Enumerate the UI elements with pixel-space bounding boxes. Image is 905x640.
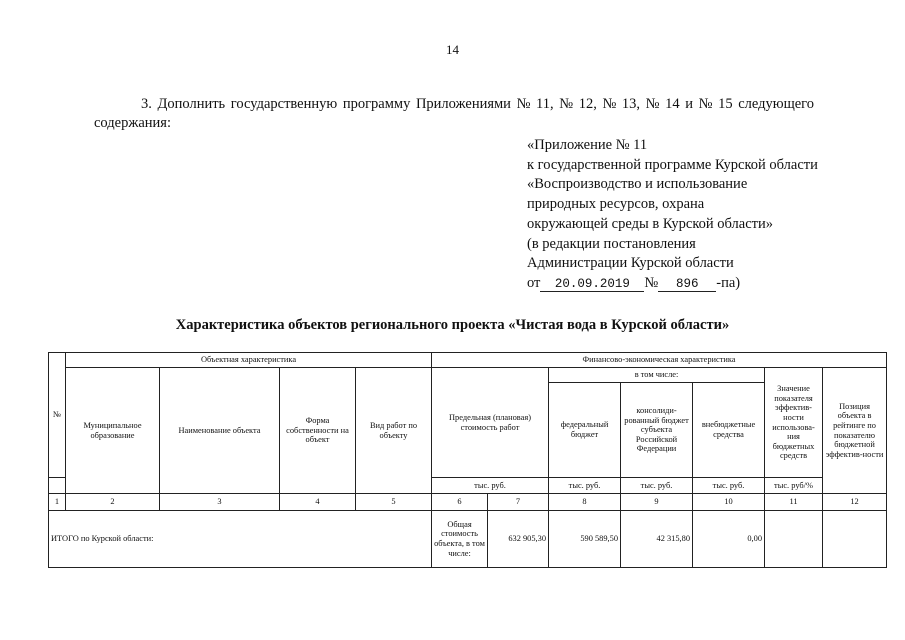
units-extrabudget: тыс. руб.	[693, 478, 765, 494]
column-number: 11	[765, 494, 823, 511]
column-number: 6	[432, 494, 488, 511]
column-number: 2	[66, 494, 160, 511]
appendix-date-line	[527, 274, 818, 294]
column-number: 9	[621, 494, 693, 511]
column-number: 3	[160, 494, 280, 511]
page-number: 14	[446, 42, 459, 57]
header-group-object: Объектная характеристика	[66, 353, 432, 368]
number-suffix: -па)	[716, 274, 741, 291]
paragraph-line-2: содержания:	[94, 115, 172, 131]
total-federal: 590 589,50	[549, 511, 621, 568]
appendix-line: (в редакции постановления	[527, 235, 696, 252]
header-rating: Позиция объекта в рейтинге по показателю бюджетной эффектив-ности	[823, 368, 887, 494]
header-work-type: Вид работ по объекту	[356, 368, 432, 494]
units-no-cell	[49, 478, 66, 494]
date-value: 20.09.2019	[540, 277, 644, 292]
header-indicator: Значение показателя эффектив-ности использова-ния бюджетных средств	[765, 368, 823, 478]
header-max-cost: Предельная (плановая) стоимость работ	[432, 368, 549, 478]
units-consolidated: тыс. руб.	[621, 478, 693, 494]
column-number-row	[49, 494, 887, 511]
appendix-line: к государственной программе Курской области	[527, 156, 818, 173]
units-indicator: тыс. руб/%	[765, 478, 823, 494]
paragraph-line-1: 3. Дополнить государственную программу Приложениями № 11, № 12, № 13, № 14 и № 15 следующего	[141, 96, 815, 112]
units-cost: тыс. руб.	[432, 478, 549, 494]
number-value: 896	[658, 277, 716, 292]
column-number: 5	[356, 494, 432, 511]
header-group-finance: Финансово-экономическая характеристика	[432, 353, 887, 368]
date-prefix: от	[527, 274, 541, 291]
units-federal: тыс. руб.	[549, 478, 621, 494]
column-number: 10	[693, 494, 765, 511]
appendix-line: окружающей среды в Курской области»	[527, 215, 774, 232]
header-extrabudget: внебюджетные средства	[693, 383, 765, 478]
header-object-name: Наименование объекта	[160, 368, 280, 494]
total-rating	[823, 511, 887, 568]
total-indicator	[765, 511, 823, 568]
appendix-block	[527, 136, 818, 294]
appendix-line: природных ресурсов, охрана	[527, 196, 705, 213]
total-cost-label: Общая стоимость объекта, в том числе:	[432, 511, 488, 568]
total-extrabudget: 0,00	[693, 511, 765, 568]
column-number: 1	[49, 494, 66, 511]
total-row	[49, 511, 887, 568]
total-label: ИТОГО по Курской области:	[49, 511, 432, 568]
appendix-line: Администрации Курской области	[527, 255, 734, 272]
appendix-line: «Приложение № 11	[527, 137, 648, 153]
appendix-line: «Воспроизводство и использование	[527, 176, 748, 193]
header-federal: федеральный бюджет	[549, 383, 621, 478]
header-no: №	[49, 353, 66, 478]
number-prefix: №	[644, 274, 659, 291]
column-number: 7	[488, 494, 549, 511]
header-in-that-number: в том числе:	[549, 368, 765, 383]
column-number: 4	[280, 494, 356, 511]
objects-table	[48, 352, 887, 568]
column-number: 8	[549, 494, 621, 511]
total-consolidated: 42 315,80	[621, 511, 693, 568]
total-cost-value: 632 905,30	[488, 511, 549, 568]
header-consolidated: консолиди-рованный бюджет субъекта Российской Федерации	[621, 383, 693, 478]
header-ownership: Форма собственности на объект	[280, 368, 356, 494]
column-number: 12	[823, 494, 887, 511]
table-title: Характеристика объектов регионального проекта «Чистая вода в Курской области»	[175, 317, 730, 333]
header-municipality: Муниципальное образование	[66, 368, 160, 494]
